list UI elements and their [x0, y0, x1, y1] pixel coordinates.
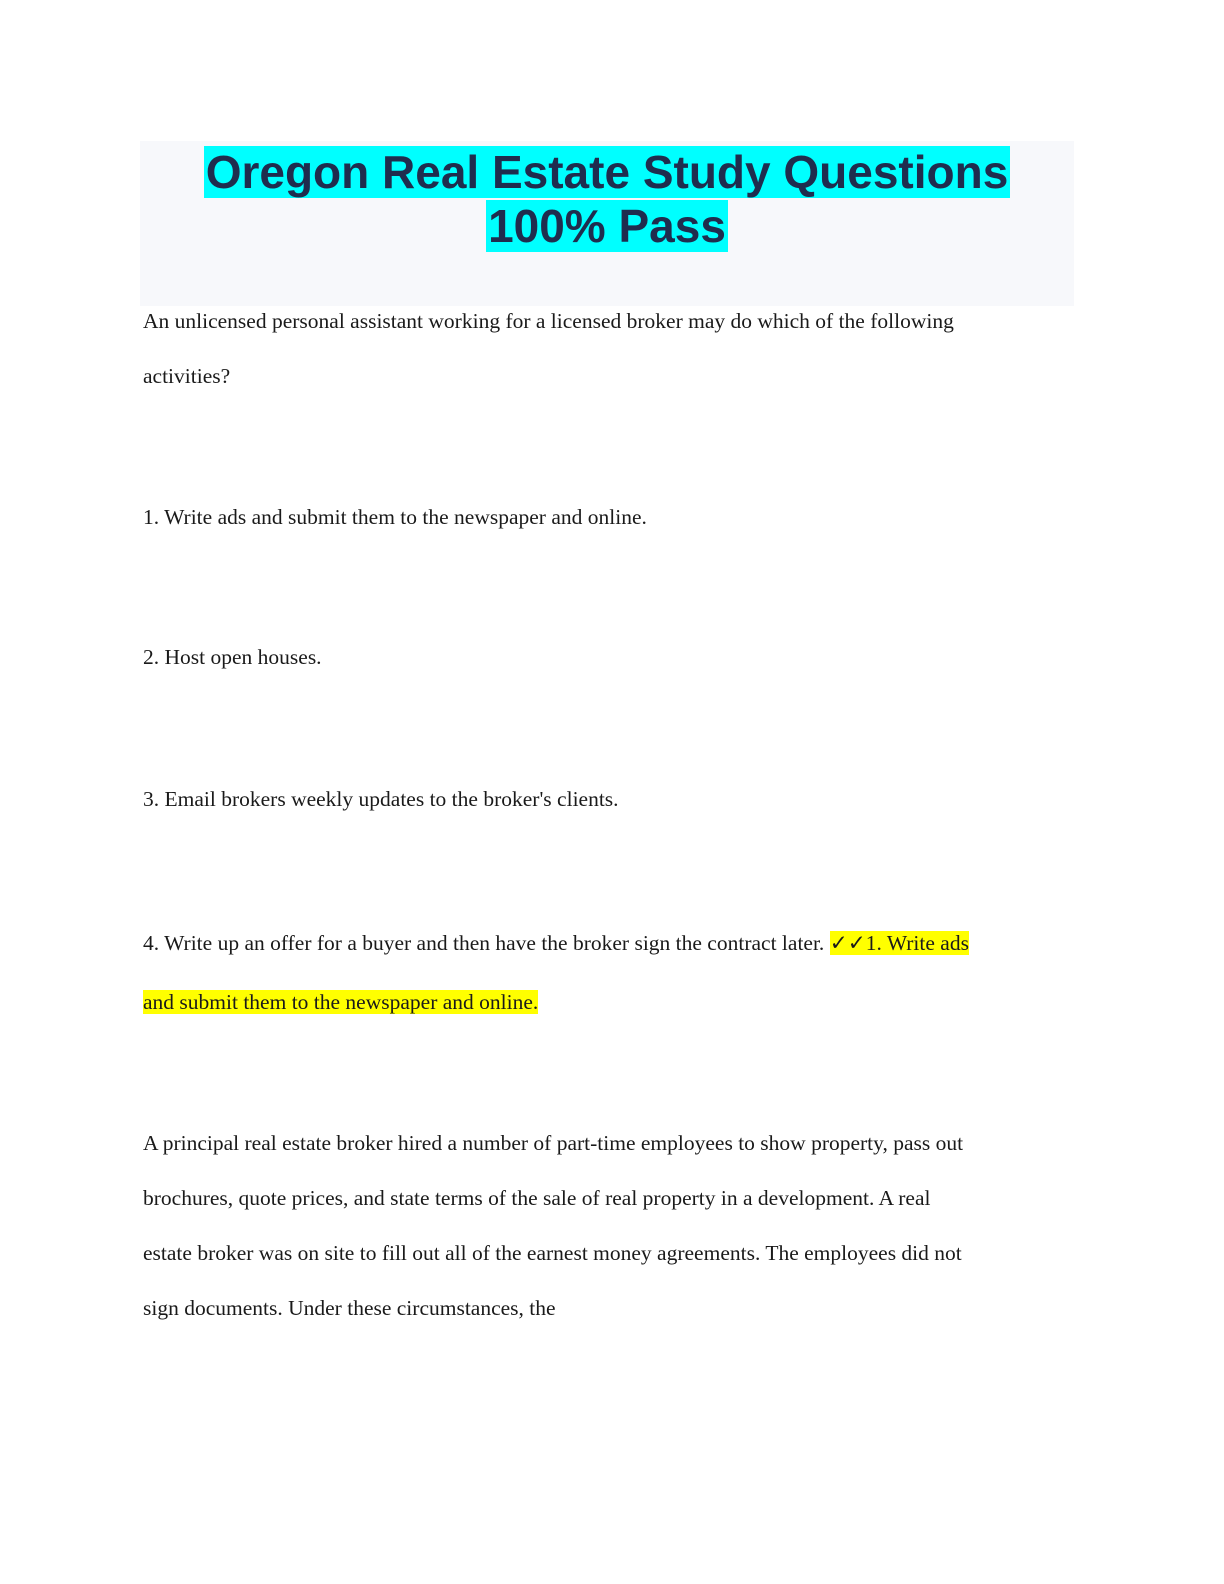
option-2: 2. Host open houses. [143, 645, 322, 669]
title-line-2 [140, 199, 1074, 253]
question-2-line-4: sign documents. Under these circumstances, the [143, 1296, 556, 1320]
answer-line-2 [143, 990, 1083, 1014]
question-2-line-2: brochures, quote prices, and state terms of the sale of real property in a development. A real [143, 1186, 931, 1210]
question-2-line-3: estate broker was on site to fill out all of the earnest money agreements. The employees did not [143, 1241, 962, 1265]
answer-highlight-2: and submit them to the newspaper and online. [143, 990, 539, 1014]
title-block [140, 141, 1074, 306]
question-1-line-2: activities? [143, 364, 231, 388]
question-2-line-1: A principal real estate broker hired a number of part-time employees to show property, pass out [143, 1131, 964, 1155]
option-4-line [143, 931, 1083, 955]
answer-highlight-1: ✓✓1. Write ads [829, 931, 969, 955]
question-1-line-1: An unlicensed personal assistant working for a licensed broker may do which of the following [143, 309, 954, 333]
title-line-1 [140, 145, 1074, 199]
title-line-1-text: Oregon Real Estate Study Questions [205, 146, 1009, 198]
title-line-2-text: 100% Pass [488, 200, 726, 252]
option-1: 1. Write ads and submit them to the newspaper and online. [143, 505, 647, 529]
option-4: 4. Write up an offer for a buyer and then have the broker sign the contract later. [143, 931, 830, 955]
option-3: 3. Email brokers weekly updates to the broker's clients. [143, 787, 619, 811]
